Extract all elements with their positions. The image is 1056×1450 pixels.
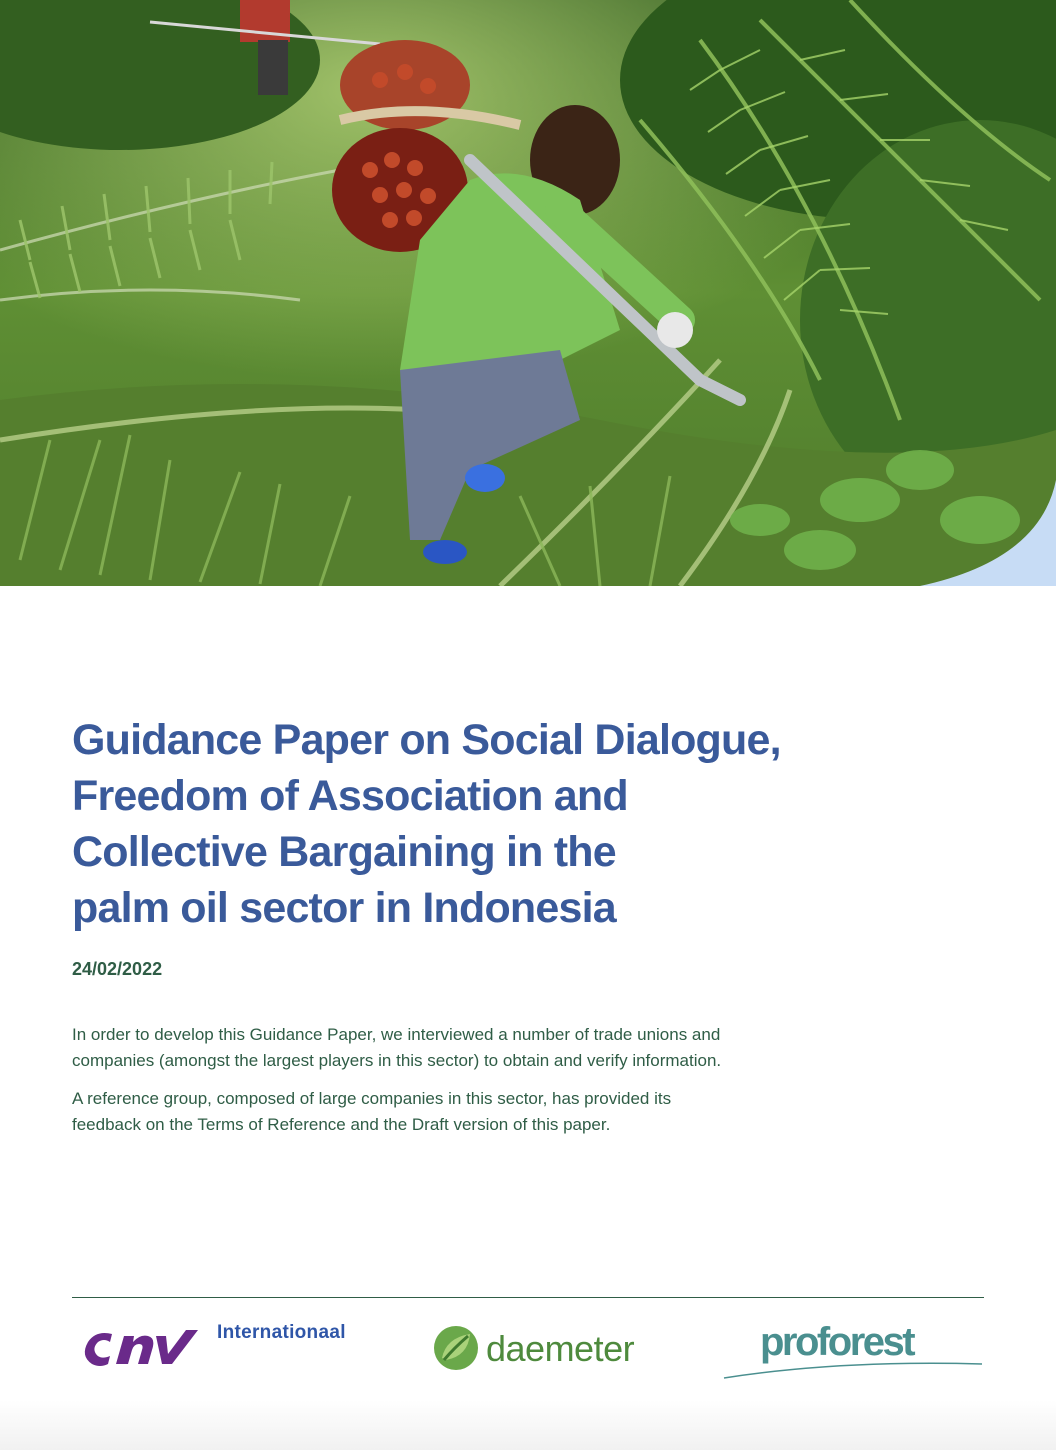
intro-paragraph: In order to develop this Guidance Paper, we interviewed a number of trade unions and companies (amongst the largest players in this sector) to obtain and verify information. bbox=[72, 1025, 722, 1070]
page-bottom-band bbox=[0, 1400, 1056, 1450]
daemeter-wordmark: daemeter bbox=[486, 1328, 635, 1369]
document-title bbox=[72, 712, 852, 936]
title-line: Freedom of Association and bbox=[72, 772, 628, 820]
leaf-icon bbox=[432, 1324, 480, 1372]
cnv-logo-mark bbox=[76, 1322, 202, 1372]
proforest-logo bbox=[720, 1320, 986, 1382]
intro-paragraph: A reference group, composed of large companies in this sector, has provided its feedback on the Terms of Reference and the Draft version of this paper. bbox=[72, 1089, 672, 1134]
title-line: Guidance Paper on Social Dialogue, bbox=[72, 716, 781, 764]
intro-text bbox=[72, 1022, 732, 1150]
swoosh-icon bbox=[720, 1354, 986, 1382]
cnv-subtitle: Internationaal bbox=[217, 1322, 346, 1343]
daemeter-logo bbox=[432, 1322, 672, 1378]
footer-divider bbox=[72, 1297, 984, 1298]
proforest-wordmark: proforest bbox=[760, 1320, 914, 1364]
cnv-internationaal-logo bbox=[72, 1318, 382, 1378]
title-line: palm oil sector in Indonesia bbox=[72, 884, 616, 932]
publication-date: 24/02/2022 bbox=[72, 959, 163, 979]
palm-plantation-illustration bbox=[0, 0, 1056, 586]
cnv-wordmark: CNV bbox=[76, 1322, 79, 1323]
title-line: Collective Bargaining in the bbox=[72, 828, 616, 876]
cover-photo bbox=[0, 0, 1056, 586]
